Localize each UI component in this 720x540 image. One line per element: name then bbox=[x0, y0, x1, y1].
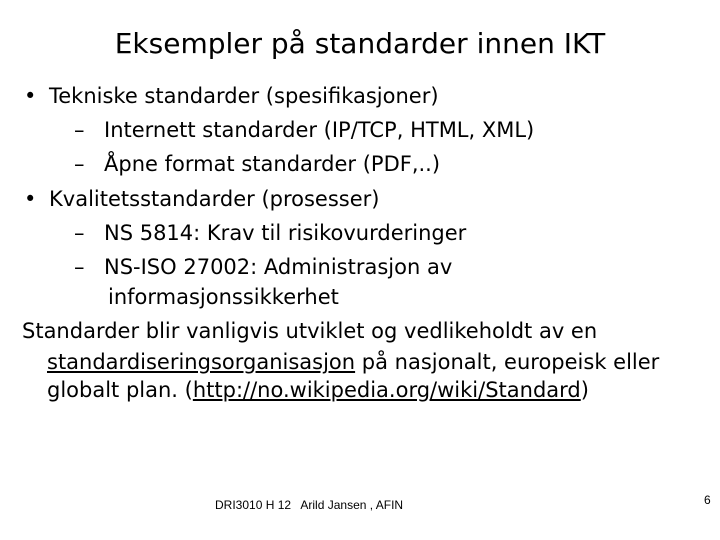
sub-item-text: Åpne format standarder (PDF,..) bbox=[104, 152, 441, 176]
slide-title: Eksempler på standarder innen IKT bbox=[114, 27, 606, 60]
dash-icon: – bbox=[74, 152, 85, 176]
paragraph-text: på nasjonalt, europeisk eller bbox=[355, 350, 660, 374]
paragraph-line-2 bbox=[47, 348, 659, 377]
dash-icon: – bbox=[74, 221, 85, 245]
sub-item-text: NS-ISO 27002: Administrasjon av bbox=[104, 255, 453, 279]
sub-item-text: Internett standarder (IP/TCP, HTML, XML) bbox=[104, 118, 535, 142]
sub-item-ns-iso bbox=[74, 253, 452, 282]
sub-item-internett bbox=[74, 116, 534, 145]
sub-item-text: NS 5814: Krav til risikovurderinger bbox=[104, 221, 467, 245]
paragraph-line-3 bbox=[47, 376, 589, 405]
sub-item-ns5814 bbox=[74, 219, 466, 248]
bullet-icon: • bbox=[24, 84, 37, 108]
slide-footer: DRI3010 H 12 Arild Jansen , AFIN bbox=[215, 498, 404, 512]
paragraph-text: ) bbox=[580, 378, 589, 402]
bullet-icon: • bbox=[24, 187, 37, 211]
wikipedia-link[interactable]: http://no.wikipedia.org/wiki/Standard bbox=[192, 378, 581, 402]
paragraph-line-1: Standarder blir vanligvis utviklet og vedlikeholdt av en bbox=[22, 319, 598, 343]
sub-item-continuation: informasjonssikkerhet bbox=[108, 285, 339, 309]
bullet-text: Tekniske standarder (spesifikasjoner) bbox=[49, 84, 439, 108]
page-number: 6 bbox=[704, 493, 711, 507]
dash-icon: – bbox=[74, 255, 85, 279]
dash-icon: – bbox=[74, 118, 85, 142]
standardiseringsorganisasjon-link[interactable]: standardiseringsorganisasjon bbox=[47, 350, 356, 374]
paragraph-text: globalt plan. ( bbox=[47, 378, 193, 402]
bullet-text: Kvalitetsstandarder (prosesser) bbox=[49, 187, 380, 211]
sub-item-apne-format bbox=[74, 150, 440, 179]
